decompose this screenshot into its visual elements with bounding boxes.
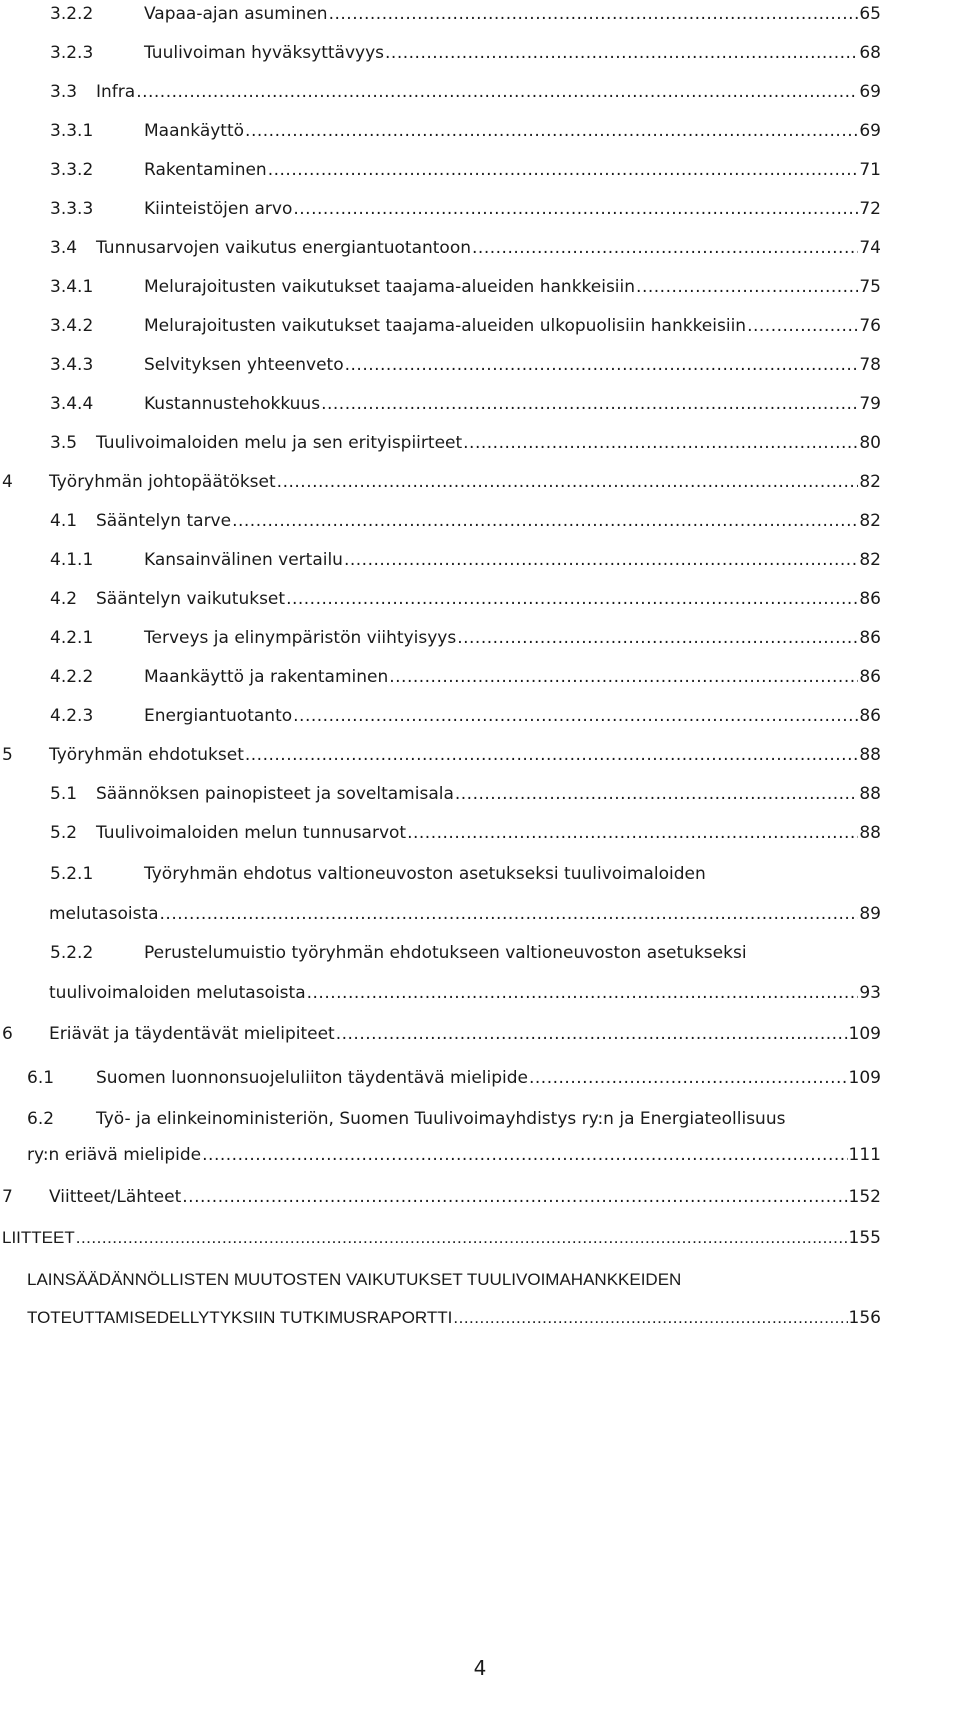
- toc-entry-title: LIITTEET: [2, 1228, 75, 1247]
- toc-entry[interactable]: [0, 312, 960, 340]
- toc-entry-number: 5.2.1: [50, 864, 94, 884]
- toc-entry-title: Rakentaminen: [144, 160, 267, 180]
- toc-entry-page: 79: [859, 394, 881, 414]
- toc-entry[interactable]: [0, 1020, 960, 1048]
- toc-entry[interactable]: [0, 860, 960, 930]
- toc-entry-title-line2: tuulivoimaloiden melutasoista: [49, 983, 306, 1003]
- toc-entry-title: Tuulivoimaloiden melu ja sen erityispiirteet: [96, 433, 463, 453]
- toc-entry-page: 80: [859, 433, 881, 453]
- toc-entry-page: 69: [859, 82, 881, 102]
- toc-entry[interactable]: [0, 78, 960, 106]
- page-number: 4: [473, 1656, 487, 1680]
- toc-entry-title: Vapaa-ajan asuminen: [144, 4, 328, 24]
- toc-entry[interactable]: [0, 1064, 960, 1092]
- dot-leader: [472, 234, 858, 262]
- toc-entry-number: 3.4: [50, 238, 78, 258]
- toc-entry-title: Terveys ja elinympäristön viihtyisyys: [144, 628, 457, 648]
- dot-leader: [329, 0, 859, 28]
- toc-entry-title: Työryhmän johtopäätökset: [49, 472, 276, 492]
- toc-entry[interactable]: [0, 780, 960, 808]
- toc-entry-number: 7: [2, 1187, 13, 1207]
- toc-entry[interactable]: [0, 273, 960, 301]
- toc-entry-page: 89: [859, 904, 881, 924]
- toc-entry-page: 88: [859, 823, 881, 843]
- toc-entry-number: 4: [2, 472, 13, 492]
- toc-entry-page: 72: [859, 199, 881, 219]
- toc-entry-number: 3.4.4: [50, 394, 94, 414]
- toc-entry-title-line1: LAINSÄÄDÄNNÖLLISTEN MUUTOSTEN VAIKUTUKSET TUULIVOIMAHANKKEIDEN: [27, 1270, 682, 1289]
- dot-leader: [345, 351, 859, 379]
- toc-entry-title: Melurajoitusten vaikutukset taajama-alueiden hankkeisiin: [144, 277, 636, 297]
- dot-leader: [293, 195, 858, 223]
- toc-entry-number: 5.1: [50, 784, 78, 804]
- toc-entry-title: Sääntelyn tarve: [96, 511, 232, 531]
- toc-entry-page: 82: [859, 550, 881, 570]
- toc-entry-page: 155: [848, 1228, 881, 1248]
- toc-entry-title: Suomen luonnonsuojeluliiton täydentävä mielipide: [96, 1068, 528, 1088]
- dot-leader: [160, 900, 859, 928]
- toc-entry-number: 3.2.2: [50, 4, 94, 24]
- toc-entry[interactable]: [0, 117, 960, 145]
- toc-entry-title-line1: Perustelumuistio työryhmän ehdotukseen valtioneuvoston asetukseksi: [144, 943, 747, 963]
- dot-leader: [636, 273, 858, 301]
- dot-leader: [286, 585, 858, 613]
- toc-entry[interactable]: [0, 390, 960, 418]
- toc-entry-page: 76: [859, 316, 881, 336]
- toc-entry-title: Viitteet/Lähteet: [49, 1187, 182, 1207]
- toc-entry[interactable]: [0, 234, 960, 262]
- dot-leader: [344, 546, 858, 574]
- toc-entry[interactable]: [0, 1224, 960, 1252]
- toc-entry-number: 3.4.2: [50, 316, 94, 336]
- dot-leader: [385, 39, 858, 67]
- dot-leader: [457, 624, 858, 652]
- dot-leader: [529, 1064, 848, 1092]
- toc-entry-title: Tunnusarvojen vaikutus energiantuotantoon: [96, 238, 472, 258]
- toc-entry-page: 71: [859, 160, 881, 180]
- toc-entry-title: Kiinteistöjen arvo: [144, 199, 293, 219]
- dot-leader: [463, 429, 858, 457]
- toc-entry-number: 5: [2, 745, 13, 765]
- toc-entry-number: 6.2: [27, 1109, 55, 1129]
- toc-entry[interactable]: [0, 468, 960, 496]
- toc-entry-page: 75: [859, 277, 881, 297]
- toc-entry-title: Selvityksen yhteenveto: [144, 355, 344, 375]
- toc-entry-title: Infra: [96, 82, 136, 102]
- dot-leader: [389, 663, 858, 691]
- toc-entry-page: 86: [859, 628, 881, 648]
- toc-entry-page: 86: [859, 589, 881, 609]
- toc-entry-number: 6: [2, 1024, 13, 1044]
- toc-entry[interactable]: [0, 663, 960, 691]
- toc-entry-page: 78: [859, 355, 881, 375]
- toc-entry-number: 3.3.1: [50, 121, 94, 141]
- toc-entry-page: 93: [859, 983, 881, 1003]
- toc-entry[interactable]: [0, 585, 960, 613]
- dot-leader: [307, 979, 859, 1007]
- toc-entry-title-line2: melutasoista: [49, 904, 159, 924]
- toc-entry[interactable]: [0, 429, 960, 457]
- toc-entry-number: 3.3.3: [50, 199, 94, 219]
- toc-entry-page: 86: [859, 667, 881, 687]
- toc-entry-title-line1: Työ- ja elinkeinoministeriön, Suomen Tuulivoimayhdistys ry:n ja Energiateollisuus: [96, 1109, 786, 1129]
- toc-entry[interactable]: [0, 1105, 960, 1175]
- toc-entry-title: Melurajoitusten vaikutukset taajama-alueiden ulkopuolisiin hankkeisiin: [144, 316, 747, 336]
- toc-entry-title: Tuulivoimaloiden melun tunnusarvot: [96, 823, 407, 843]
- toc-entry-number: 5.2: [50, 823, 78, 843]
- toc-entry[interactable]: [0, 1183, 960, 1211]
- toc-entry-title: Energiantuotanto: [144, 706, 293, 726]
- toc-entry-title: Kustannustehokkuus: [144, 394, 321, 414]
- toc-entry[interactable]: [0, 939, 960, 1009]
- toc-entry-title: Maankäyttö ja rakentaminen: [144, 667, 389, 687]
- dot-leader: [76, 1224, 848, 1252]
- toc-entry[interactable]: [0, 546, 960, 574]
- toc-entry[interactable]: [0, 624, 960, 652]
- toc-entry-number: 4.2.1: [50, 628, 94, 648]
- toc-entry-number: 3.5: [50, 433, 78, 453]
- toc-entry-page: 82: [859, 472, 881, 492]
- toc-entry[interactable]: [0, 741, 960, 769]
- toc-entry-title: Työryhmän ehdotukset: [49, 745, 244, 765]
- toc-entry-page: 82: [859, 511, 881, 531]
- toc-entry-page: 111: [848, 1145, 881, 1165]
- toc-entry-title: Tuulivoiman hyväksyttävyys: [144, 43, 385, 63]
- dot-leader: [293, 702, 858, 730]
- toc-entry-title-line2: TOTEUTTAMISEDELLYTYKSIIN TUTKIMUSRAPORTTI: [27, 1308, 453, 1327]
- dot-leader: [182, 1183, 847, 1211]
- dot-leader: [136, 78, 858, 106]
- toc-entry-number: 6.1: [27, 1068, 55, 1088]
- toc-entry-title-line2: ry:n eriävä mielipide: [27, 1145, 202, 1165]
- toc-entry[interactable]: [0, 39, 960, 67]
- toc-entry-number: 4.1.1: [50, 550, 94, 570]
- toc-entry[interactable]: [0, 351, 960, 379]
- dot-leader: [747, 312, 858, 340]
- toc-entry-title: Sääntelyn vaikutukset: [96, 589, 286, 609]
- toc-entry-title: Eriävät ja täydentävät mielipiteet: [49, 1024, 335, 1044]
- toc-entry-title: Kansainvälinen vertailu: [144, 550, 343, 570]
- dot-leader: [321, 390, 858, 418]
- toc-entry-number: 4.2: [50, 589, 78, 609]
- dot-leader: [455, 780, 858, 808]
- toc-entry-number: 3.3.2: [50, 160, 94, 180]
- toc-entry-number: 4.2.3: [50, 706, 94, 726]
- toc-entry-page: 88: [859, 745, 881, 765]
- toc-entry-number: 3.4.1: [50, 277, 94, 297]
- toc-entry[interactable]: [0, 0, 960, 28]
- dot-leader: [453, 1304, 847, 1332]
- toc-entry-page: 86: [859, 706, 881, 726]
- toc-entry-page: 65: [859, 4, 881, 24]
- toc-entry-page: 152: [848, 1187, 881, 1207]
- toc-entry[interactable]: [0, 507, 960, 535]
- toc-entry[interactable]: [0, 195, 960, 223]
- dot-leader: [277, 468, 859, 496]
- dot-leader: [336, 1020, 848, 1048]
- toc-entry-number: 4.1: [50, 511, 78, 531]
- toc-entry-title: Maankäyttö: [144, 121, 245, 141]
- toc-entry-number: 4.2.2: [50, 667, 94, 687]
- toc-entry[interactable]: [0, 1266, 960, 1336]
- toc-entry-page: 69: [859, 121, 881, 141]
- dot-leader: [407, 819, 858, 847]
- toc-entry-page: 109: [848, 1068, 881, 1088]
- dot-leader: [232, 507, 858, 535]
- toc-entry-number: 3.2.3: [50, 43, 94, 63]
- toc-entry-title-line1: Työryhmän ehdotus valtioneuvoston asetukseksi tuulivoimaloiden: [144, 864, 706, 884]
- toc-entry[interactable]: [0, 819, 960, 847]
- toc-entry-title: Säännöksen painopisteet ja soveltamisala: [96, 784, 454, 804]
- toc-entry[interactable]: [0, 702, 960, 730]
- toc-entry-number: 3.4.3: [50, 355, 94, 375]
- toc-entry-page: 68: [859, 43, 881, 63]
- dot-leader: [268, 156, 859, 184]
- dot-leader: [202, 1141, 847, 1169]
- dot-leader: [245, 117, 858, 145]
- toc-entry-number: 3.3: [50, 82, 78, 102]
- toc-entry-page: 88: [859, 784, 881, 804]
- toc-entry[interactable]: [0, 156, 960, 184]
- toc-entry-page: 156: [848, 1308, 881, 1328]
- dot-leader: [245, 741, 858, 769]
- toc-entry-page: 109: [848, 1024, 881, 1044]
- toc-entry-page: 74: [859, 238, 881, 258]
- toc-entry-number: 5.2.2: [50, 943, 94, 963]
